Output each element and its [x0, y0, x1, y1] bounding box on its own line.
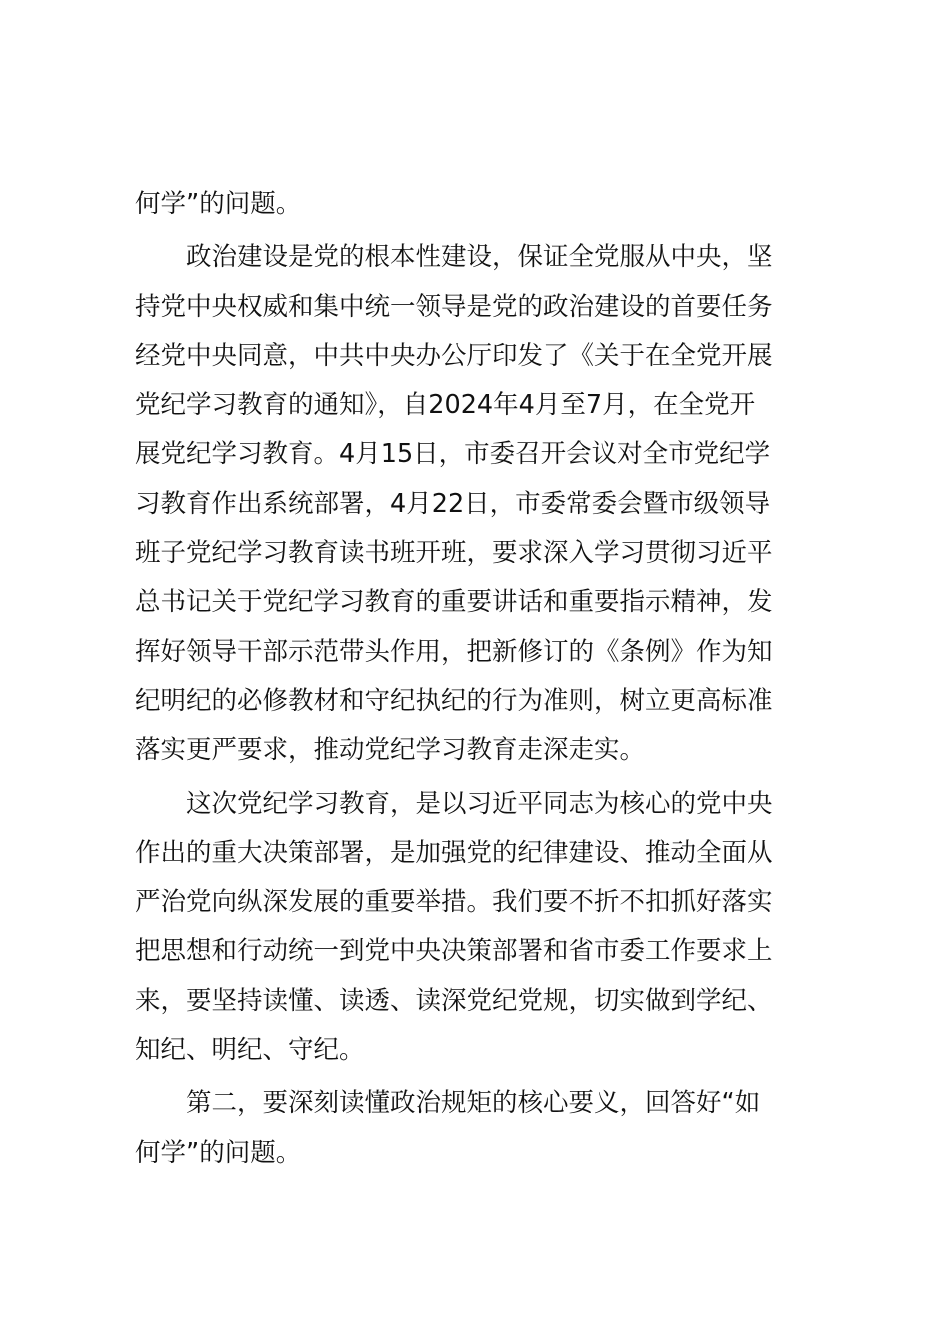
text-line: 来，要坚持读懂、读透、读深党纪党规，切实做到学纪、	[135, 985, 773, 1016]
text-line: 总书记关于党纪学习教育的重要讲话和重要指示精神，发	[135, 587, 773, 618]
document-body	[135, 180, 835, 1178]
text-line: 党纪学习教育的通知》，自2024年4月至7月，在全党开	[135, 390, 756, 421]
text-line: 把思想和行动统一到党中央决策部署和省市委工作要求上	[135, 936, 773, 967]
text-line: 知纪、明纪、守纪。	[135, 1035, 365, 1066]
paragraph-first-line: 第二，要深刻读懂政治规矩的核心要义，回答好“如	[186, 1088, 761, 1119]
text-line: 落实更严要求，推动党纪学习教育走深走实。	[135, 735, 646, 766]
text-line: 严治党向纵深发展的重要举措。我们要不折不扣抓好落实	[135, 887, 773, 918]
text-line: 班子党纪学习教育读书班开班，要求深入学习贯彻习近平	[135, 538, 773, 569]
text-line: 挥好领导干部示范带头作用，把新修订的《条例》作为知	[135, 636, 773, 667]
paragraph-first-line: 这次党纪学习教育，是以习近平同志为核心的党中央	[186, 788, 773, 819]
text-line: 何学”的问题。	[135, 189, 302, 219]
text-line: 经党中央同意，中共中央办公厅印发了《关于在全党开展	[135, 340, 773, 371]
text-line: 持党中央权威和集中统一领导是党的政治建设的首要任务	[135, 291, 773, 322]
text-line: 作出的重大决策部署，是加强党的纪律建设、推动全面从	[135, 837, 773, 868]
text-line: 何学”的问题。	[135, 1137, 302, 1168]
text-line: 纪明纪的必修教材和守纪执纪的行为准则，树立更高标准	[135, 685, 773, 716]
text-line: 展党纪学习教育。4月15日，市委召开会议对全市党纪学	[135, 439, 771, 470]
text-line: 习教育作出系统部署，4月22日，市委常委会暨市级领导	[135, 488, 771, 519]
paragraph-first-line: 政治建设是党的根本性建设，保证全党服从中央，坚	[186, 242, 773, 273]
